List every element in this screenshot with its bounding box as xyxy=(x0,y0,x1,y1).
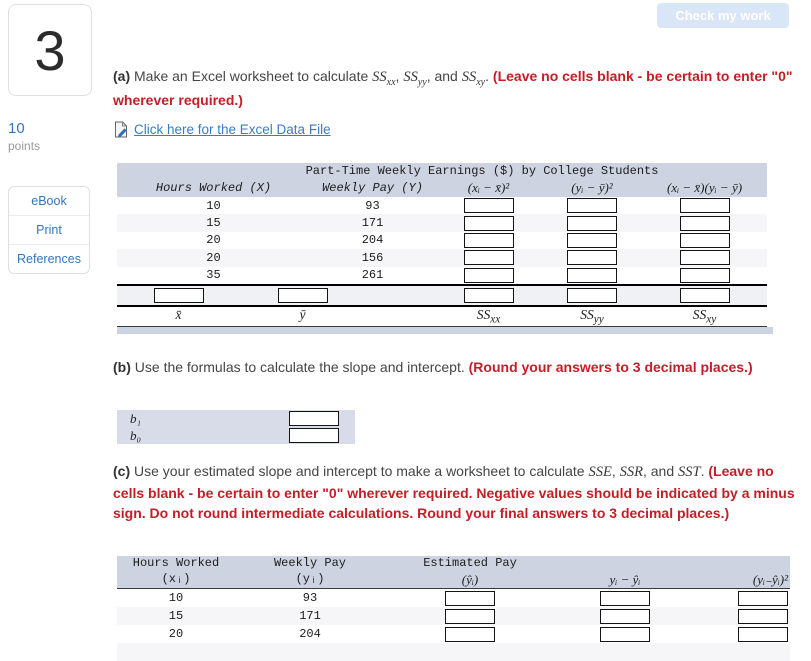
answer-input[interactable] xyxy=(567,233,617,248)
answer-input[interactable] xyxy=(680,198,730,213)
col-header-estimated-pay: Estimated Pay (ŷᵢ) xyxy=(423,556,517,587)
answer-input[interactable] xyxy=(154,288,204,303)
question-number: 3 xyxy=(34,18,66,82)
part-a-label: (a) xyxy=(113,68,131,84)
part-b-text xyxy=(113,357,795,377)
math-sse: SSE xyxy=(588,464,612,480)
part-a-instruction: (Leave no cells blank - be certain to enter "0" wherever required.) xyxy=(113,68,793,109)
answer-input[interactable] xyxy=(680,216,730,231)
col-header-xdev-sq: (xᵢ − x̄)² xyxy=(467,180,510,195)
table-row xyxy=(117,427,355,444)
excel-file-icon xyxy=(113,121,129,138)
xbar-label: x̄ xyxy=(175,307,182,323)
answer-input[interactable] xyxy=(680,233,730,248)
math-ssxx: $SS_{xx}$ xyxy=(372,69,396,88)
math-ssyy: $SS_{yy}$ xyxy=(403,69,427,88)
ybar-label: ȳ xyxy=(299,307,306,323)
answer-input[interactable] xyxy=(680,288,730,303)
worksheet-c xyxy=(117,556,790,661)
ssxy-label: $SS_{xy}$ xyxy=(642,306,767,327)
col-header-xydev: (xᵢ − x̄)(yᵢ − ȳ) xyxy=(666,180,743,195)
part-c-intro: Use your estimated slope and intercept to make a worksheet to calculate xyxy=(134,463,585,479)
answer-input[interactable] xyxy=(680,268,730,283)
answer-input[interactable] xyxy=(567,198,617,213)
table-row: 20 156 xyxy=(117,249,767,266)
points-value: 10 xyxy=(8,120,25,137)
answer-input[interactable] xyxy=(445,591,495,606)
answer-input[interactable] xyxy=(600,591,650,606)
table-row: 15 171 xyxy=(117,214,767,231)
answer-input[interactable] xyxy=(567,250,617,265)
part-c-text: (c) Use your estimated slope and intercept to make a worksheet to calculate SSE, SSR, and SST. (Leave no cells blank - be certain to enter "0" wherever required. Negative values should be indicated by a minus sign. Do not round intermediate calculations. Round your final answers to 3 decimal places.) xyxy=(113,463,795,521)
check-my-work-button[interactable]: Check my work xyxy=(657,3,789,28)
answer-input[interactable] xyxy=(738,591,788,606)
col-header-pay: Weekly Pay (Y) xyxy=(322,181,423,195)
question-number-box xyxy=(8,4,92,96)
part-b-intro: Use the formulas to calculate the slope and intercept. xyxy=(134,359,465,375)
answer-input[interactable] xyxy=(567,288,617,303)
answer-input[interactable] xyxy=(445,609,495,624)
math-ssr: SSR xyxy=(619,464,643,480)
part-a-text: (a) Make an Excel worksheet to calculate $SS_{xx}$, $SS_{yy}$, and $SS_{xy}$. (Leave no cells blank - be certain to enter "0" wherever required.) xyxy=(113,68,793,109)
answer-input[interactable] xyxy=(567,216,617,231)
part-c-instruction: (Leave no cells blank - be certain to enter "0" wherever required. Negative values should be indicated by a minus sign. Do not round intermediate calculations. Round your final answers to 3 decimal places.) xyxy=(113,463,795,521)
col-header-pay: Weekly Pay (yᵢ) xyxy=(273,556,346,586)
totals-row xyxy=(117,285,767,306)
ssyy-label: $SS_{yy}$ xyxy=(542,306,642,327)
answer-input[interactable] xyxy=(464,288,514,303)
worksheet-a-title: Part-Time Weekly Earnings ($) by College Students xyxy=(305,164,659,178)
answer-input[interactable] xyxy=(464,198,514,213)
b0-label: b₀ xyxy=(130,427,142,443)
col-header-hours: Hours Worked (xᵢ) xyxy=(132,556,220,586)
col-header-residual: yᵢ − ŷᵢ xyxy=(609,572,641,587)
col-header-ydev-sq: (yᵢ − ȳ)² xyxy=(571,180,613,195)
answer-input[interactable] xyxy=(600,627,650,642)
math-ssxy: $SS_{xy}$ xyxy=(461,69,486,88)
ebook-link[interactable]: eBook xyxy=(31,194,67,208)
points-label: points xyxy=(8,139,41,153)
answer-input[interactable] xyxy=(464,268,514,283)
answer-input[interactable] xyxy=(445,627,495,642)
answer-input[interactable] xyxy=(738,627,788,642)
table-row xyxy=(117,410,355,427)
table-row: 15 171 xyxy=(117,607,790,625)
math-sst: SST xyxy=(678,464,701,480)
answer-input[interactable] xyxy=(464,250,514,265)
table-row-partial xyxy=(117,643,790,661)
col-header-hours: Hours Worked (X) xyxy=(155,181,272,195)
table-row: 10 93 xyxy=(117,197,767,214)
part-b-label: (b) xyxy=(113,359,131,375)
table-row: 20 204 xyxy=(117,625,790,643)
answer-input[interactable] xyxy=(464,233,514,248)
table-row: 20 204 xyxy=(117,232,767,249)
col-header-residual-sq: (yᵢ₋ŷᵢ)² xyxy=(752,572,788,587)
answer-input[interactable] xyxy=(289,411,339,426)
answer-input[interactable] xyxy=(600,609,650,624)
answer-input[interactable] xyxy=(289,428,339,443)
answer-input[interactable] xyxy=(738,609,788,624)
part-a-intro: Make an Excel worksheet to calculate xyxy=(134,68,369,84)
print-link[interactable]: Print xyxy=(9,215,89,244)
answer-input[interactable] xyxy=(464,216,514,231)
slope-intercept-table xyxy=(117,410,355,444)
resource-links xyxy=(8,186,90,274)
excel-link-row xyxy=(113,121,331,138)
table-a-footer-bar xyxy=(117,327,773,334)
table-row: 35 261 xyxy=(117,267,767,285)
ssxx-label: $SS_{xx}$ xyxy=(435,306,542,327)
references-link[interactable]: References xyxy=(9,244,89,273)
b1-label: b₁ xyxy=(130,410,142,426)
excel-data-file-link[interactable]: Click here for the Excel Data File xyxy=(134,122,331,137)
summary-labels-row xyxy=(117,306,767,327)
table-row: 10 93 xyxy=(117,589,790,608)
part-c-label: (c) xyxy=(113,463,131,479)
answer-input[interactable] xyxy=(278,288,328,303)
answer-input[interactable] xyxy=(680,250,730,265)
part-b-instruction: (Round your answers to 3 decimal places.) xyxy=(468,359,753,375)
answer-input[interactable] xyxy=(567,268,617,283)
worksheet-a xyxy=(117,163,767,327)
